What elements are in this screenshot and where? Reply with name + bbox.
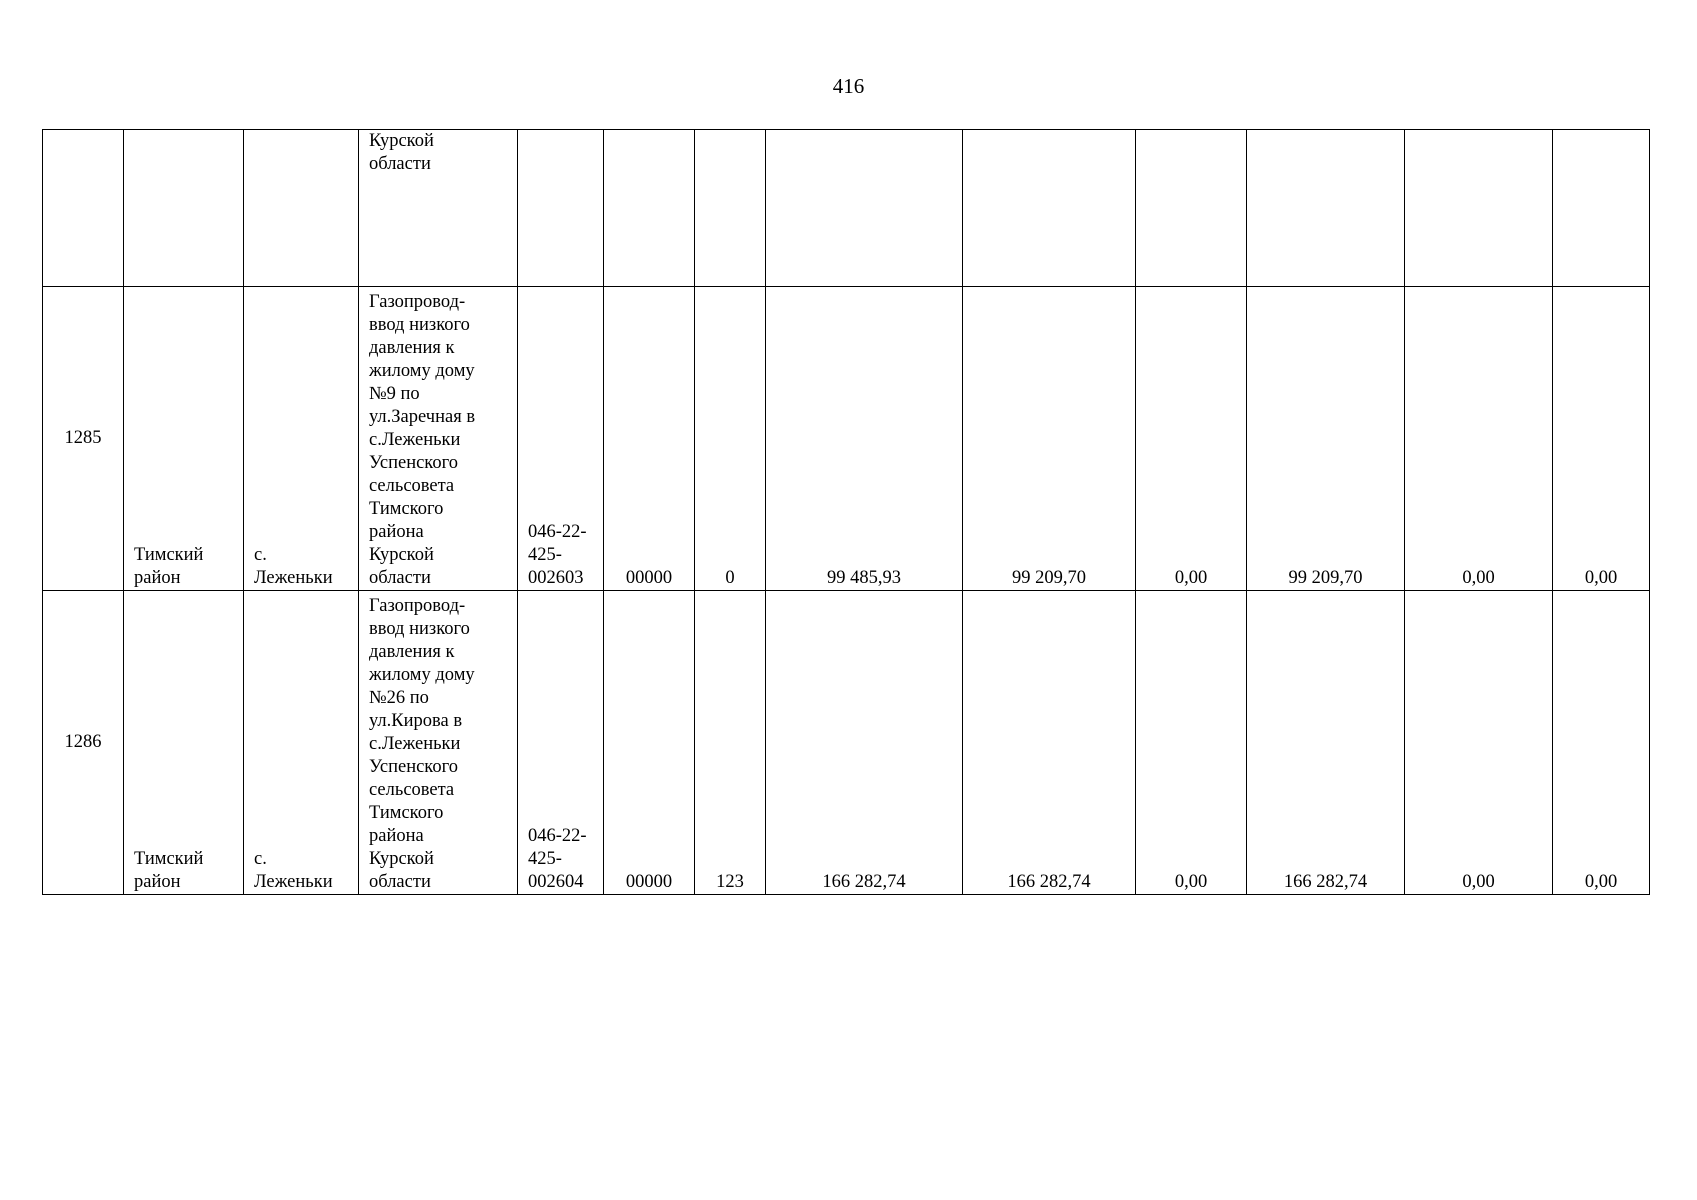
cell-qty: 0: [695, 287, 766, 591]
cell-qty: 123: [695, 591, 766, 895]
cell-value1: [766, 130, 963, 287]
cell-value5: 0,00: [1405, 591, 1553, 895]
table-row: [43, 287, 1650, 591]
cell-value3: 0,00: [1136, 591, 1247, 895]
cell-district: Тимский район: [124, 591, 244, 895]
cell-locality: с. Леженьки: [244, 287, 359, 591]
cell-district: [124, 130, 244, 287]
cell-value2: [963, 130, 1136, 287]
cell-value3: [1136, 130, 1247, 287]
cell-code: [518, 130, 604, 287]
table-row-continuation: [43, 130, 1650, 287]
cell-value4: 99 209,70: [1247, 287, 1405, 591]
cell-value5: 0,00: [1405, 287, 1553, 591]
cell-index: 1286: [43, 591, 124, 895]
cell-description: Газопровод- ввод низкого давления к жилому дому №9 по ул.Заречная в с.Леженьки Успенского сельсовета Тимского района Курской области: [359, 287, 518, 591]
cell-value5: [1405, 130, 1553, 287]
cell-locality: [244, 130, 359, 287]
registry-table: [42, 129, 1650, 895]
cell-code2: [604, 130, 695, 287]
cell-value6: 0,00: [1553, 287, 1650, 591]
cell-value6: [1553, 130, 1650, 287]
cell-value2: 166 282,74: [963, 591, 1136, 895]
cell-value4: 166 282,74: [1247, 591, 1405, 895]
cell-code2: 00000: [604, 591, 695, 895]
cell-index: [43, 130, 124, 287]
cell-value1: 166 282,74: [766, 591, 963, 895]
cell-value4: [1247, 130, 1405, 287]
page-number: 416: [832, 74, 865, 98]
cell-code: 046-22- 425- 002604: [518, 591, 604, 895]
cell-index: 1285: [43, 287, 124, 591]
cell-district: Тимский район: [124, 287, 244, 591]
cell-value1: 99 485,93: [766, 287, 963, 591]
cell-description: Курской области: [359, 130, 518, 287]
cell-code2: 00000: [604, 287, 695, 591]
cell-value3: 0,00: [1136, 287, 1247, 591]
cell-locality: с. Леженьки: [244, 591, 359, 895]
cell-qty: [695, 130, 766, 287]
cell-value6: 0,00: [1553, 591, 1650, 895]
cell-description: Газопровод- ввод низкого давления к жилому дому №26 по ул.Кирова в с.Леженьки Успенского сельсовета Тимского района Курской области: [359, 591, 518, 895]
table-row: [43, 591, 1650, 895]
cell-value2: 99 209,70: [963, 287, 1136, 591]
cell-code: 046-22- 425- 002603: [518, 287, 604, 591]
